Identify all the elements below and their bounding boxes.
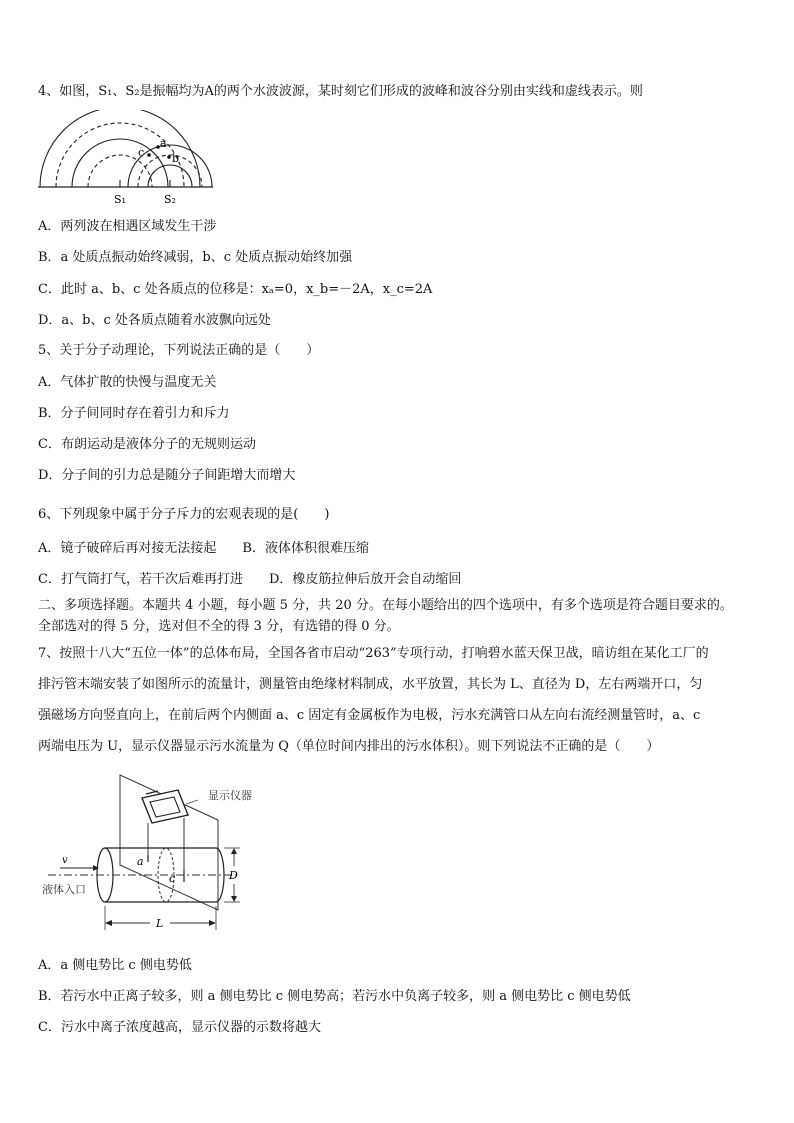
point-c — [147, 153, 151, 157]
q5-option-c: C．布朗运动是液体分子的无规则运动 — [38, 437, 256, 452]
electrode-a-label: a — [137, 855, 144, 868]
label-a: a — [160, 137, 167, 150]
section2-line2: 全部选对的得 5 分，选对但不全的得 3 分，有选错的得 0 分。 — [38, 619, 400, 634]
q7-stem-line3: 强磁场方向竖直向上，在前后两个内侧面 a、c 固定有金属板作为电极，污水充满管口从左向右流经测量管时，a、c — [38, 708, 701, 723]
q4-option-b: B．a 处质点振动始终减弱，b、c 处质点振动始终加强 — [38, 250, 353, 265]
q5-option-a: A．气体扩散的快慢与温度无关 — [38, 375, 217, 390]
length-label: L — [156, 917, 164, 930]
q4-option-a: A．两列波在相遇区域发生干涉 — [38, 219, 217, 234]
q7-option-c: C．污水中离子浓度越高，显示仪器的示数将越大 — [38, 1020, 321, 1035]
inlet-label: 液体入口 — [42, 883, 86, 896]
q6-options-row1: A．镜子破碎后再对接无法接起 B．液体体积很难压缩 — [38, 541, 369, 556]
q7-option-a: A．a 侧电势比 c 侧电势低 — [38, 958, 192, 973]
label-b: b — [172, 152, 180, 165]
q5-option-d: D．分子间的引力总是随分子间距增大而增大 — [38, 468, 296, 483]
s1-crest-mid — [72, 139, 168, 187]
q4-stem: 4、如图，S₁、S₂是振幅均为A的两个水波波源，某时刻它们形成的波峰和波谷分别由实线和虚线表示。则 — [38, 84, 643, 99]
label-s1: S₁ — [114, 193, 126, 206]
velocity-label: v — [62, 855, 68, 866]
display-label: 显示仪器 — [208, 789, 252, 802]
point-b — [167, 155, 171, 159]
label-s2: S₂ — [164, 193, 176, 206]
q7-option-b: B．若污水中正离子较多，则 a 侧电势比 c 侧电势高；若污水中负离子较多，则 a 侧电势比 c 侧电势低 — [38, 989, 631, 1004]
q6-stem: 6、下列现象中属于分子斥力的宏观表现的是( ) — [38, 507, 330, 522]
flowmeter-figure — [38, 770, 268, 935]
section2-line1: 二、多项选择题。本题共 4 小题，每小题 5 分，共 20 分。在每小题给出的四个选项中，有多个选项是符合题目要求的。 — [38, 598, 733, 613]
q7-stem-line1: 7、按照十八大“五位一体”的总体布局，全国各省市启动“263”专项行动，打响碧水蓝天保卫战，暗访组在某化工厂的 — [38, 646, 709, 661]
s1-crest-outer — [40, 110, 200, 187]
q6-options-row2: C．打气筒打气，若干次后难再打进 D．橡皮筋拉伸后放开会自动缩回 — [38, 572, 462, 587]
diameter-label: D — [229, 869, 238, 882]
wave-interference-figure — [38, 110, 218, 210]
q7-stem-line4: 两端电压为 U，显示仪器显示污水流量为 Q（单位时间内排出的污水体积）。则下列说法不正确的是（ ） — [38, 739, 660, 754]
q4-option-c: C．此时 a、b、c 处各质点的位移是：xₐ=0，x_b=－2A，x_c=2A — [38, 282, 433, 297]
q4-option-d: D．a、b、c 处各质点随着水波飘向远处 — [38, 313, 271, 328]
q5-stem: 5、关于分子动理论，下列说法正确的是（ ） — [38, 343, 320, 358]
electrode-c-label: c — [169, 872, 176, 885]
q7-stem-line2: 排污管末端安装了如图所示的流量计，测量管由绝缘材料制成，水平放置，其长为 L、直径为 D，左右两端开口，匀 — [38, 677, 703, 692]
display-box — [142, 790, 188, 823]
q5-option-b: B．分子间同时存在着引力和斥力 — [38, 406, 230, 421]
label-c: c — [138, 146, 145, 159]
